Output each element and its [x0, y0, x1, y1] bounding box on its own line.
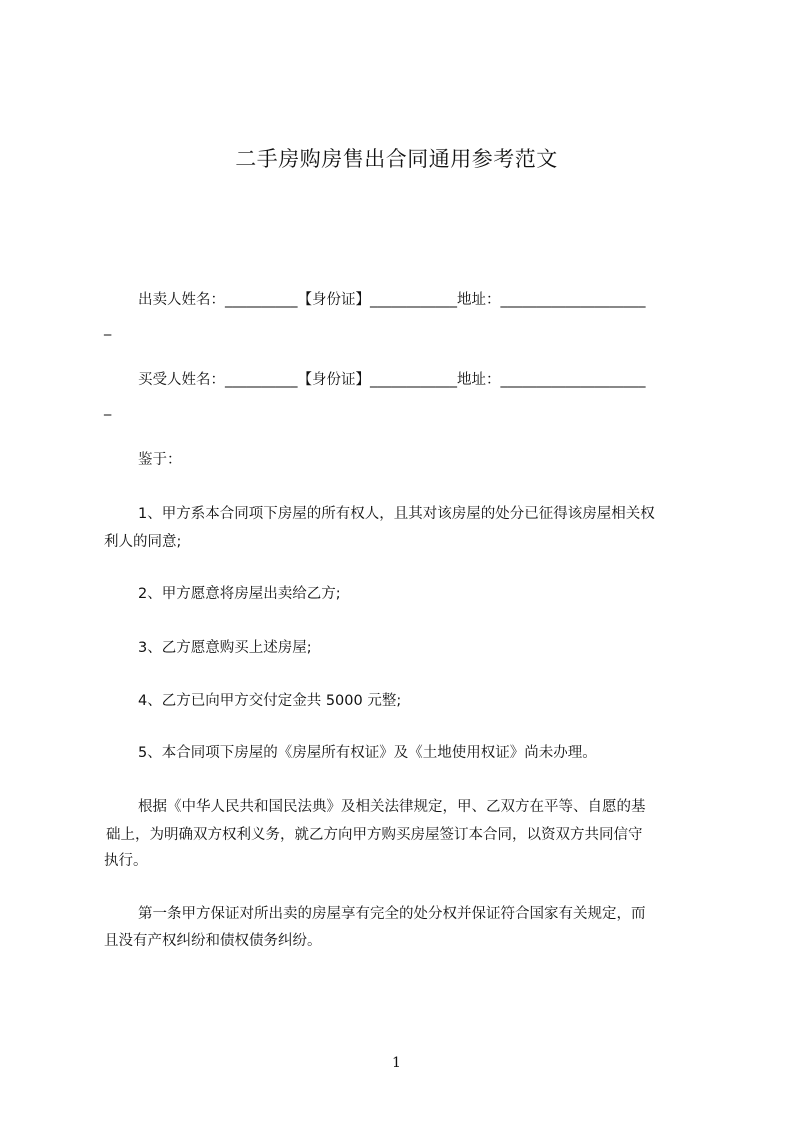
- seller-info-line: 出卖人姓名：__________【身份证】____________地址：____________________: [138, 292, 646, 308]
- article-1-line-2: 且没有产权纠纷和债权债务纠纷。: [104, 933, 322, 949]
- whereas-item-5: 5、本合同项下房屋的《房屋所有权证》及《土地使用权证》尚未办理。: [138, 745, 597, 761]
- whereas-item-2: 2、甲方愿意将房屋出卖给乙方;: [138, 586, 341, 602]
- whereas-item-4: 4、乙方已向甲方交付定金共 5000 元整;: [138, 693, 402, 709]
- buyer-info-line-tail: _: [104, 400, 112, 416]
- basis-paragraph-line-1: 根据《中华人民共和国民法典》及相关法律规定，甲、乙双方在平等、自愿的基: [138, 799, 646, 815]
- whereas-item-1-line-2: 利人的同意;: [104, 534, 182, 550]
- whereas-item-1-line-1: 1、甲方系本合同项下房屋的所有权人，且其对该房屋的处分已征得该房屋相关权: [138, 506, 655, 522]
- basis-paragraph-line-3: 执行。: [104, 853, 148, 869]
- buyer-info-line: 买受人姓名：__________【身份证】____________地址：____________________: [138, 372, 646, 388]
- whereas-item-3: 3、乙方愿意购买上述房屋;: [138, 640, 312, 656]
- page-number: 1: [392, 1055, 401, 1071]
- document-title: 二手房购房售出合同通用参考范文: [235, 147, 558, 171]
- seller-info-line-tail: _: [104, 320, 112, 336]
- whereas-heading: 鉴于：: [138, 452, 182, 468]
- basis-paragraph-line-2: 础上，为明确双方权利义务，就乙方向甲方购买房屋签订本合同，以资双方共同信守: [106, 827, 643, 843]
- article-1-line-1: 第一条甲方保证对所出卖的房屋享有完全的处分权并保证符合国家有关规定，而: [138, 906, 646, 922]
